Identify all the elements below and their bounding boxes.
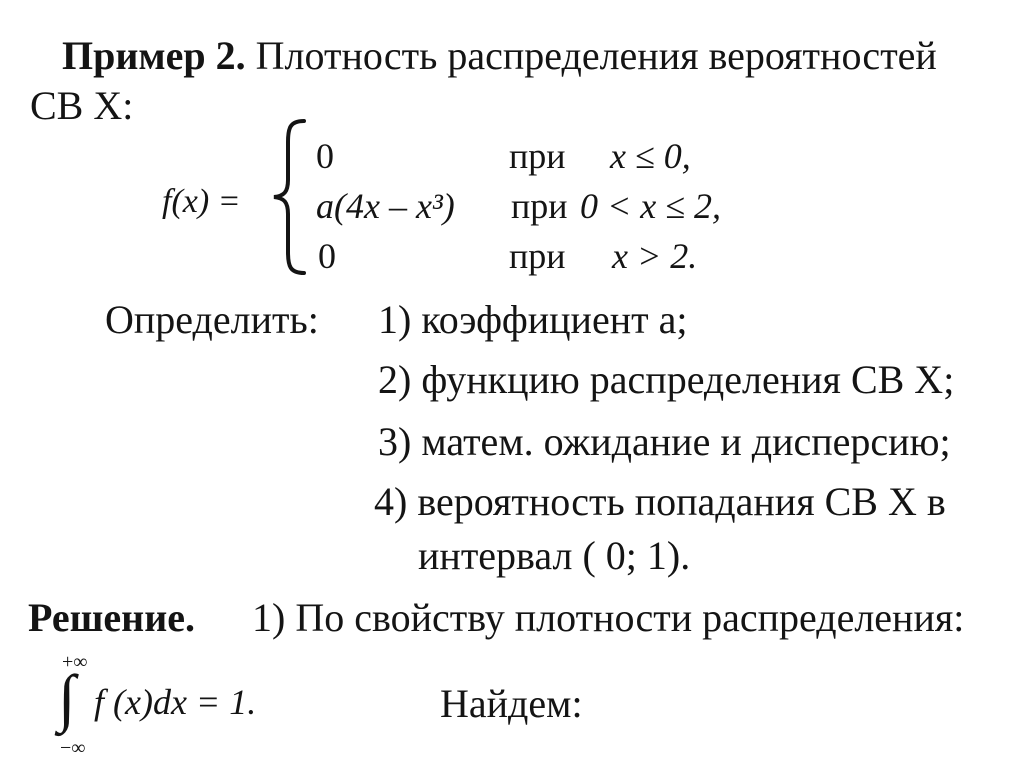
case-3-condition: x > 2.	[612, 236, 698, 276]
task-1: 1) коэффициент a;	[378, 297, 688, 342]
case-3-expr: 0	[318, 236, 336, 276]
task-4: 4) вероятность попадания СВ Х в	[374, 479, 946, 524]
task-2: 2) функцию распределения СВ Х;	[378, 357, 955, 402]
case-2-condition: 0 < x ≤ 2,	[580, 186, 722, 226]
density-function-label: f(x) =	[162, 183, 241, 220]
integral-expression: f (x)dx = 1.	[94, 682, 257, 722]
example-label: Пример 2.	[62, 33, 246, 78]
case-1-expr: 0	[316, 136, 334, 176]
statement-line-1: Плотность распределения вероятностей	[255, 33, 937, 78]
solution-label: Решение.	[28, 595, 196, 640]
integral-upper-limit: +∞	[62, 651, 88, 673]
integral-lower-limit: −∞	[60, 737, 86, 759]
tasks-label: Определить:	[105, 297, 319, 342]
curly-brace-icon	[270, 118, 310, 276]
statement-line-2: СВ Х:	[30, 83, 134, 128]
example-statement	[62, 33, 937, 78]
case-2-expr: a(4x – x³)	[316, 186, 455, 226]
find-label: Найдем:	[440, 681, 583, 726]
solution-step-1: 1) По свойству плотности распределения:	[252, 595, 965, 640]
case-1-word: при	[509, 136, 566, 176]
case-3-word: при	[509, 236, 566, 276]
case-2-word: при	[511, 186, 568, 226]
case-1-condition: x ≤ 0,	[610, 136, 691, 176]
task-3: 3) матем. ожидание и дисперсию;	[378, 419, 951, 464]
integral-sign-icon: ∫	[58, 662, 76, 733]
task-4-continuation: интервал ( 0; 1).	[418, 533, 691, 578]
